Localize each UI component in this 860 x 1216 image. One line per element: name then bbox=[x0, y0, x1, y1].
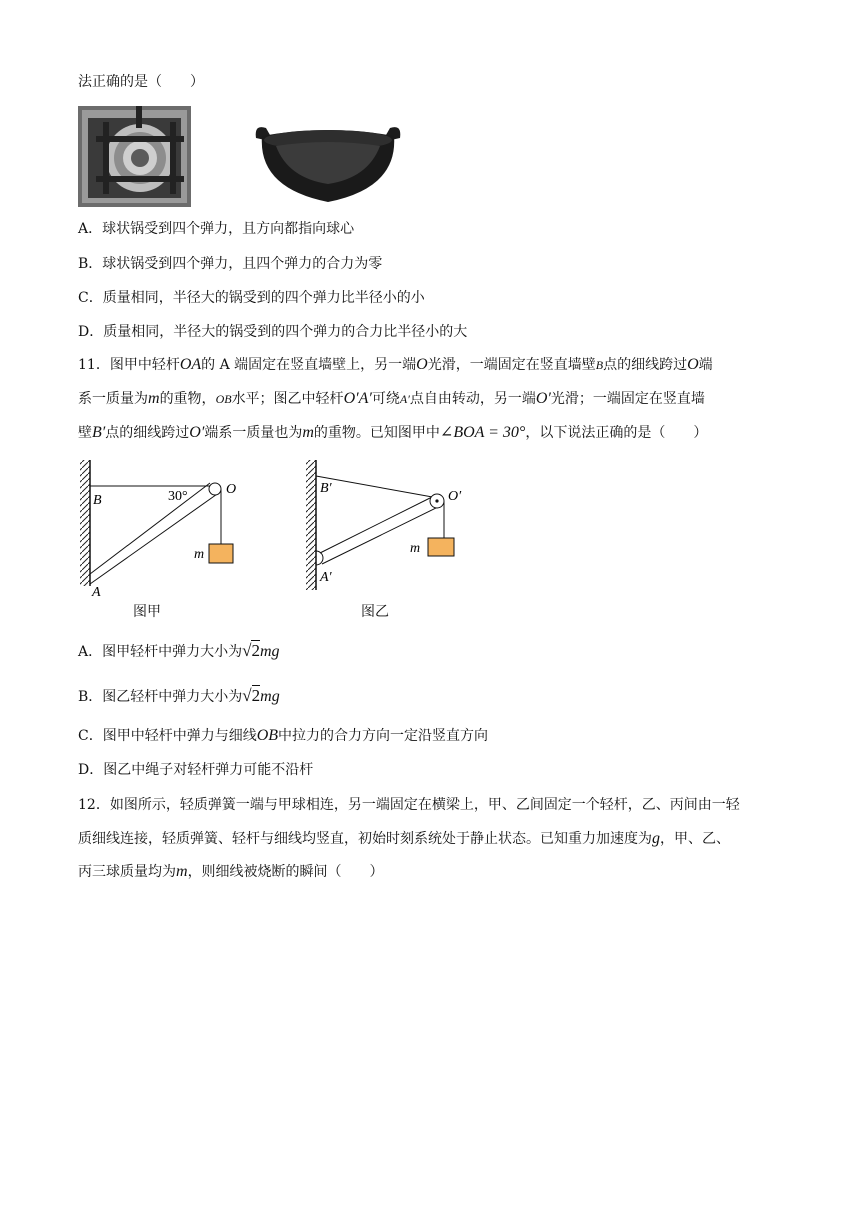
q10-option-d: D．质量相同，半径大的锅受到的四个弹力的合力比半径小的大 bbox=[78, 324, 468, 340]
fig2-label-o: O′ bbox=[448, 489, 462, 504]
q12-line-2: 质细线连接，轻质弹簧、轻杆与细线均竖直，初始时刻系统处于静止状态。已知重力加速度为g，甲、乙、 bbox=[78, 830, 730, 847]
figure-jia bbox=[76, 456, 256, 601]
q12-line-3: 丙三球质量均为m，则细线被烧断的瞬间（ ） bbox=[78, 863, 384, 880]
q12-line-1: 12．如图所示，轻质弹簧一端与甲球相连，另一端固定在横梁上，甲、乙间固定一个轻杆，乙、丙间由一轻 bbox=[78, 797, 740, 813]
q11-line-1: 11．图甲中轻杆OA的 A 端固定在竖直墙壁上，另一端O光滑，一端固定在竖直墙壁B点的细线跨过O端 bbox=[78, 356, 713, 373]
q11-option-c: C．图甲中轻杆中弹力与细线OB中拉力的合力方向一定沿竖直方向 bbox=[78, 727, 489, 744]
q11-option-b: B．图乙轻杆中弹力大小为√2mg bbox=[78, 686, 280, 705]
wok-photo bbox=[248, 118, 408, 206]
fig1-label-m: m bbox=[194, 547, 205, 562]
q11-line-3: 壁B′点的细线跨过O′端系一质量也为m的重物。已知图甲中∠BOA = 30°，以下说法正确的是（ ） bbox=[78, 424, 708, 441]
fig1-label-b: B bbox=[93, 493, 102, 508]
q11-option-d: D．图乙中绳子对轻杆弹力可能不沿杆 bbox=[78, 762, 314, 778]
fig2-label-b: B′ bbox=[320, 481, 332, 496]
fig2-label-m: m bbox=[410, 541, 421, 556]
fig2-label-a: A′ bbox=[320, 570, 332, 585]
fig1-label-a: A bbox=[92, 585, 101, 600]
fig1-label-o: O bbox=[226, 482, 237, 497]
stove-photo bbox=[78, 106, 191, 207]
q10-intro: 法正确的是（ ） bbox=[78, 74, 204, 90]
q10-option-c: C．质量相同，半径大的锅受到的四个弹力比半径小的小 bbox=[78, 290, 425, 306]
q11-line-2: 系一质量为m的重物，OB水平；图乙中轻杆O′A′可绕A′点自由转动，另一端O′光滑；一端固定在竖直墙 bbox=[78, 390, 705, 407]
figure-yi bbox=[302, 456, 482, 601]
figure-jia-caption: 图甲 bbox=[133, 604, 161, 620]
figure-yi-caption: 图乙 bbox=[361, 604, 389, 620]
fig1-label-angle: 30° bbox=[168, 489, 188, 504]
q10-option-a: A．球状锅受到四个弹力，且方向都指向球心 bbox=[78, 221, 355, 237]
q10-option-b: B．球状锅受到四个弹力，且四个弹力的合力为零 bbox=[78, 256, 383, 272]
q11-option-a: A．图甲轻杆中弹力大小为√2mg bbox=[78, 641, 280, 660]
